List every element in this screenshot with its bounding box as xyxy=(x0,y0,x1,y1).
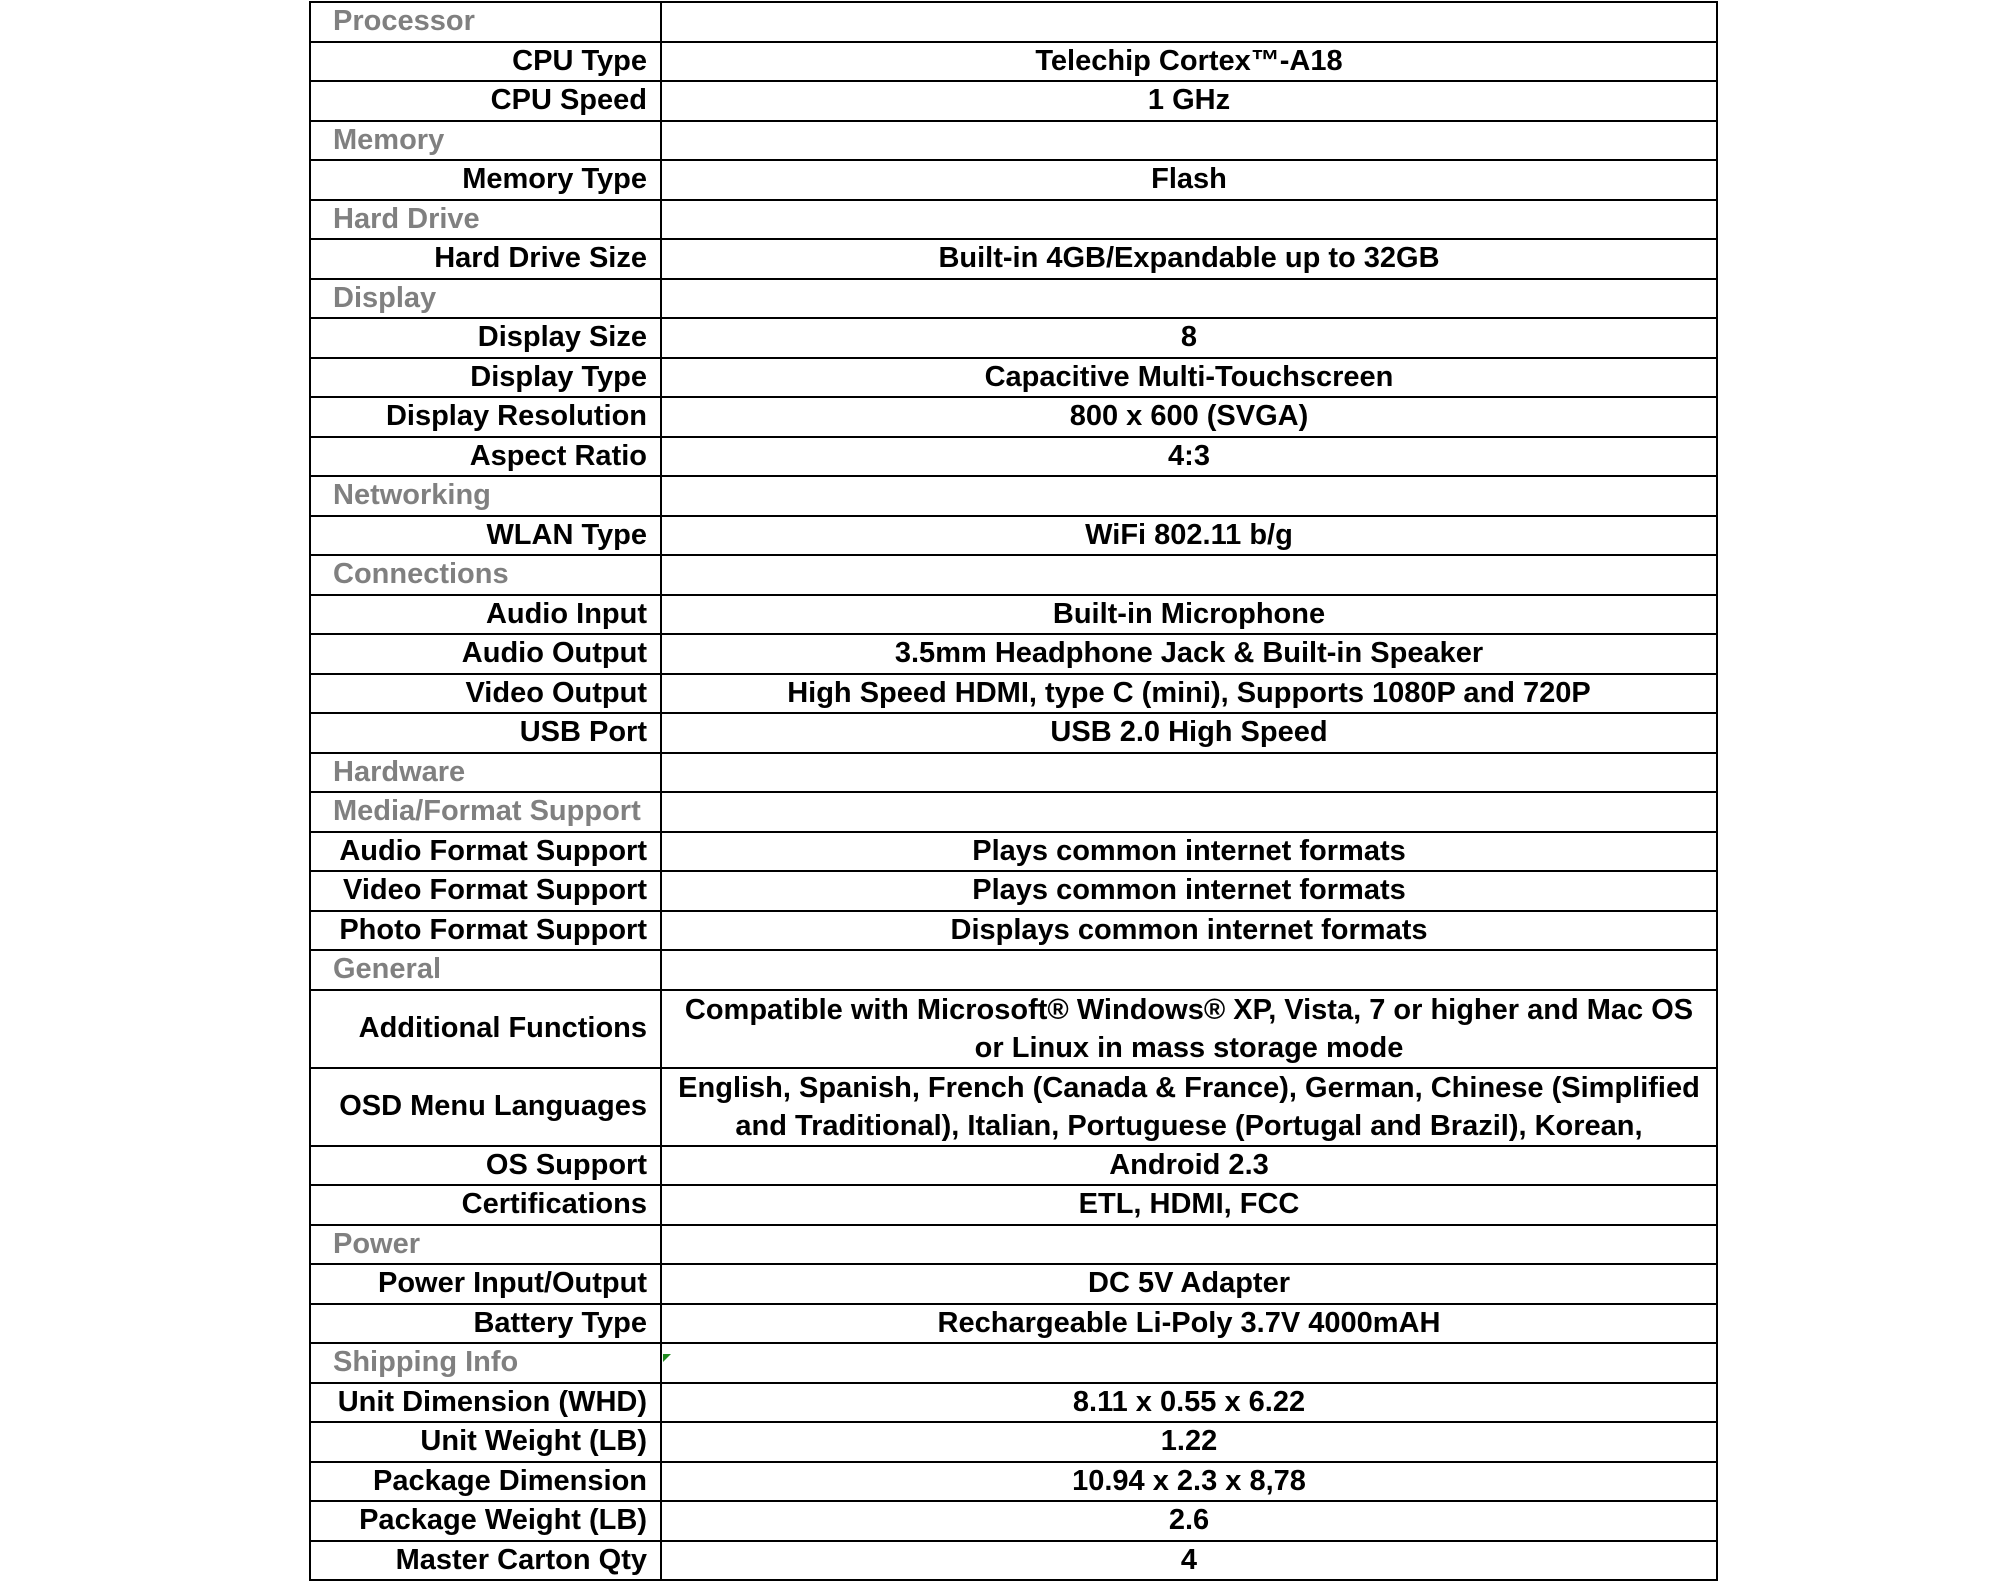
section-empty-cell xyxy=(661,753,1717,793)
spec-label: Hard Drive Size xyxy=(310,239,661,279)
spec-row xyxy=(310,81,1717,121)
section-label: Memory xyxy=(310,121,661,161)
spec-value: 8.11 x 0.55 x 6.22 xyxy=(661,1383,1717,1423)
spec-label: Aspect Ratio xyxy=(310,437,661,477)
spec-value: Telechip Cortex™-A18 xyxy=(661,42,1717,82)
section-empty-cell xyxy=(661,1343,1717,1383)
section-label: Processor xyxy=(310,2,661,42)
section-empty-cell xyxy=(661,950,1717,990)
spec-row xyxy=(310,397,1717,437)
spec-label: Video Format Support xyxy=(310,871,661,911)
section-label: Power xyxy=(310,1225,661,1265)
section-header-row xyxy=(310,121,1717,161)
section-header-row xyxy=(310,753,1717,793)
spec-row xyxy=(310,358,1717,398)
spec-value: 800 x 600 (SVGA) xyxy=(661,397,1717,437)
spec-row xyxy=(310,674,1717,714)
spec-label: WLAN Type xyxy=(310,516,661,556)
spec-value: Built-in Microphone xyxy=(661,595,1717,635)
section-header-row xyxy=(310,555,1717,595)
section-empty-cell xyxy=(661,200,1717,240)
section-label: Hardware xyxy=(310,753,661,793)
spec-label: Package Dimension xyxy=(310,1462,661,1502)
spec-value: 4 xyxy=(661,1541,1717,1581)
spec-label: Unit Weight (LB) xyxy=(310,1422,661,1462)
spec-label: USB Port xyxy=(310,713,661,753)
spec-row xyxy=(310,1501,1717,1541)
spec-label: Power Input/Output xyxy=(310,1264,661,1304)
spec-row xyxy=(310,1146,1717,1186)
section-header-row xyxy=(310,279,1717,319)
section-empty-cell xyxy=(661,121,1717,161)
spec-value: 8 xyxy=(661,318,1717,358)
spec-row xyxy=(310,1304,1717,1344)
spec-value: USB 2.0 High Speed xyxy=(661,713,1717,753)
spec-row xyxy=(310,634,1717,674)
spec-label: CPU Speed xyxy=(310,81,661,121)
spec-value: 4:3 xyxy=(661,437,1717,477)
section-header-row xyxy=(310,476,1717,516)
spec-value: Android 2.3 xyxy=(661,1146,1717,1186)
section-empty-cell xyxy=(661,476,1717,516)
spec-value: English, Spanish, French (Canada & France), German, Chinese (Simplified and Traditional), Italian, Portuguese (Portugal and Brazil), Korean, xyxy=(661,1068,1717,1146)
spec-label: Audio Output xyxy=(310,634,661,674)
spec-value: Displays common internet formats xyxy=(661,911,1717,951)
spec-label: Master Carton Qty xyxy=(310,1541,661,1581)
spec-row xyxy=(310,160,1717,200)
section-label: Shipping Info xyxy=(310,1343,661,1383)
spec-value: Flash xyxy=(661,160,1717,200)
spec-label: Video Output xyxy=(310,674,661,714)
spec-label: Display Type xyxy=(310,358,661,398)
spec-label: Audio Input xyxy=(310,595,661,635)
section-empty-cell xyxy=(661,1225,1717,1265)
spec-row xyxy=(310,42,1717,82)
spec-row xyxy=(310,239,1717,279)
spec-value: Capacitive Multi-Touchscreen xyxy=(661,358,1717,398)
spec-row xyxy=(310,1422,1717,1462)
spec-value: 2.6 xyxy=(661,1501,1717,1541)
spec-row xyxy=(310,595,1717,635)
spec-label: CPU Type xyxy=(310,42,661,82)
spec-label: Audio Format Support xyxy=(310,832,661,872)
section-header-row xyxy=(310,950,1717,990)
spec-value: Plays common internet formats xyxy=(661,832,1717,872)
spec-row xyxy=(310,1462,1717,1502)
spec-value: Compatible with Microsoft® Windows® XP, Vista, 7 or higher and Mac OS or Linux in mass storage mode xyxy=(661,990,1717,1068)
section-header-row xyxy=(310,200,1717,240)
section-header-row xyxy=(310,2,1717,42)
spec-row xyxy=(310,1383,1717,1423)
spec-label: Photo Format Support xyxy=(310,911,661,951)
spec-value: Rechargeable Li-Poly 3.7V 4000mAH xyxy=(661,1304,1717,1344)
section-header-row xyxy=(310,1343,1717,1383)
spec-row xyxy=(310,713,1717,753)
spec-label: Certifications xyxy=(310,1185,661,1225)
section-label: Networking xyxy=(310,476,661,516)
spec-value: WiFi 802.11 b/g xyxy=(661,516,1717,556)
spec-row xyxy=(310,318,1717,358)
spec-value: 1.22 xyxy=(661,1422,1717,1462)
spec-value: High Speed HDMI, type C (mini), Supports 1080P and 720P xyxy=(661,674,1717,714)
spec-value: DC 5V Adapter xyxy=(661,1264,1717,1304)
section-label: Connections xyxy=(310,555,661,595)
spec-value: Plays common internet formats xyxy=(661,871,1717,911)
spec-row xyxy=(310,871,1717,911)
spec-row xyxy=(310,437,1717,477)
section-label: Display xyxy=(310,279,661,319)
spec-row xyxy=(310,1185,1717,1225)
spec-row xyxy=(310,911,1717,951)
spec-label: Unit Dimension (WHD) xyxy=(310,1383,661,1423)
spec-table xyxy=(309,1,1718,1581)
spec-label: Display Size xyxy=(310,318,661,358)
spec-row xyxy=(310,1264,1717,1304)
section-label: Hard Drive xyxy=(310,200,661,240)
spec-value: 1 GHz xyxy=(661,81,1717,121)
spec-row xyxy=(310,832,1717,872)
spec-row xyxy=(310,1068,1717,1146)
spec-row xyxy=(310,516,1717,556)
spec-label: OS Support xyxy=(310,1146,661,1186)
spec-label: Battery Type xyxy=(310,1304,661,1344)
section-empty-cell xyxy=(661,2,1717,42)
section-label: General xyxy=(310,950,661,990)
spec-row xyxy=(310,990,1717,1068)
spec-label: OSD Menu Languages xyxy=(310,1068,661,1146)
spec-value: Built-in 4GB/Expandable up to 32GB xyxy=(661,239,1717,279)
section-header-row xyxy=(310,792,1717,832)
spec-label: Package Weight (LB) xyxy=(310,1501,661,1541)
spec-label: Display Resolution xyxy=(310,397,661,437)
cell-note-marker xyxy=(663,1354,671,1362)
section-empty-cell xyxy=(661,792,1717,832)
spec-value: 3.5mm Headphone Jack & Built-in Speaker xyxy=(661,634,1717,674)
spec-row xyxy=(310,1541,1717,1581)
spec-table-body xyxy=(310,2,1717,1580)
section-empty-cell xyxy=(661,279,1717,319)
spec-value: ETL, HDMI, FCC xyxy=(661,1185,1717,1225)
spec-value: 10.94 x 2.3 x 8,78 xyxy=(661,1462,1717,1502)
section-header-row xyxy=(310,1225,1717,1265)
section-label: Media/Format Support xyxy=(310,792,661,832)
spec-label: Memory Type xyxy=(310,160,661,200)
spec-label: Additional Functions xyxy=(310,990,661,1068)
section-empty-cell xyxy=(661,555,1717,595)
